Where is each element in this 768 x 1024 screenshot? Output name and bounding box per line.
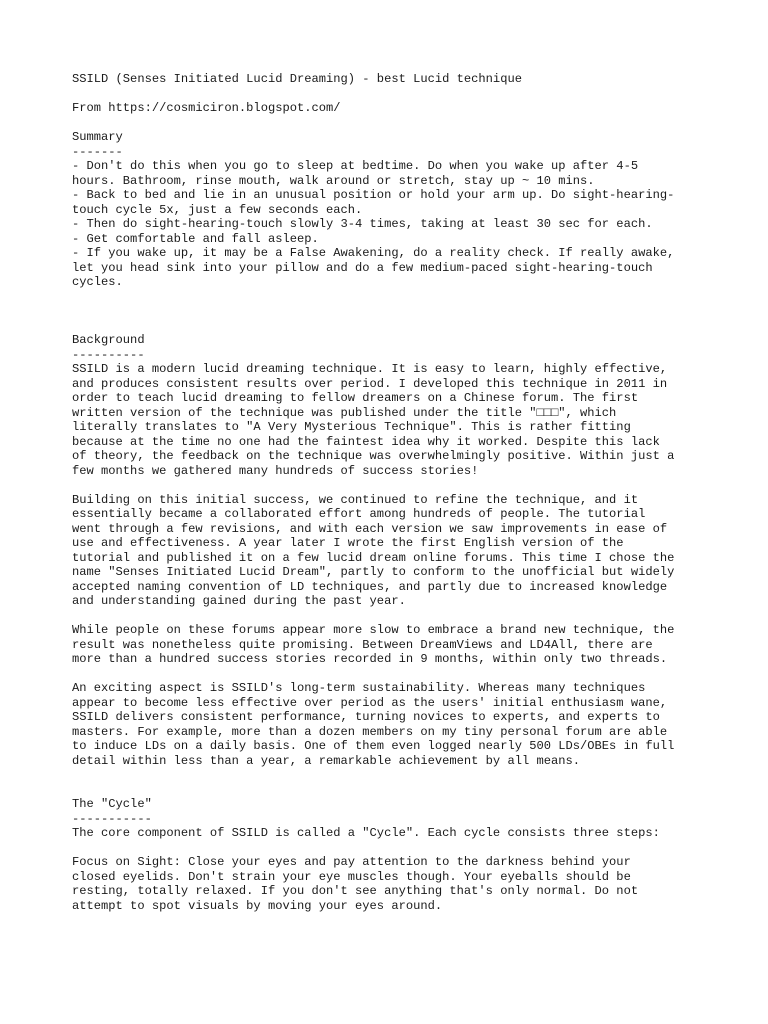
background-paragraph-4 bbox=[72, 681, 712, 768]
paragraph-line: resting, totally relaxed. If you don't see anything that's only normal. Do not bbox=[72, 884, 639, 898]
spacer bbox=[72, 478, 712, 493]
summary-line: - Don't do this when you go to sleep at bedtime. Do when you wake up after 4-5 bbox=[72, 159, 639, 173]
summary-body bbox=[72, 159, 712, 290]
document-title: SSILD (Senses Initiated Lucid Dreaming) - best Lucid technique bbox=[72, 72, 522, 86]
cycle-intro: The core component of SSILD is called a "Cycle". Each cycle consists three steps: bbox=[72, 826, 660, 840]
spacer bbox=[72, 87, 712, 102]
paragraph-line: few months we gathered many hundreds of success stories! bbox=[72, 463, 479, 478]
background-paragraph-3 bbox=[72, 623, 712, 667]
spacer bbox=[72, 609, 712, 624]
document-page bbox=[72, 72, 712, 913]
spacer bbox=[72, 841, 712, 856]
summary-line: - If you wake up, it may be a False Awakening, do a reality check. If really awake, bbox=[72, 246, 675, 260]
paragraph-line: closed eyelids. Don't strain your eye muscles though. Your eyeballs should be bbox=[72, 869, 631, 884]
paragraph-line: tutorial and published it on a few lucid dream online forums. This time I chose the bbox=[72, 550, 675, 565]
summary-line: - Then do sight-hearing-touch slowly 3-4 times, taking at least 30 sec for each. bbox=[72, 217, 653, 231]
background-paragraph-2 bbox=[72, 493, 712, 609]
paragraph-line: order to teach lucid dreaming to fellow dreamers on a Chinese forum. The first bbox=[72, 391, 639, 405]
spacer bbox=[72, 667, 712, 682]
paragraph-line: attempt to spot visuals by moving your eyes around. bbox=[72, 898, 443, 913]
spacer bbox=[72, 319, 712, 334]
paragraph-line: name "Senses Initiated Lucid Dream", partly to conform to the unofficial but widely bbox=[72, 565, 675, 579]
paragraph-line: of theory, the feedback on the technique was overwhelmingly positive. Within just a bbox=[72, 449, 675, 463]
paragraph-line: and understanding gained during the past year. bbox=[72, 594, 406, 608]
background-underline: ---------- bbox=[72, 347, 145, 362]
paragraph-line: essentially became a collaborated effort among hundreds of people. The tutorial bbox=[72, 507, 646, 521]
paragraph-line: use and effectiveness. A year later I wrote the first English version of the bbox=[72, 536, 624, 550]
cycle-paragraph-1 bbox=[72, 855, 712, 913]
paragraph-line: masters. For example, more than a dozen members on my tiny personal forum are able bbox=[72, 724, 668, 739]
background-paragraph-1 bbox=[72, 362, 712, 478]
cycle-underline: ----------- bbox=[72, 811, 152, 826]
spacer bbox=[72, 768, 712, 783]
spacer bbox=[72, 304, 712, 319]
paragraph-line: Building on this initial success, we continued to refine the technique, and it bbox=[72, 492, 639, 507]
paragraph-line: An exciting aspect is SSILD's long-term sustainability. Whereas many techniques bbox=[72, 681, 646, 695]
paragraph-line: Focus on Sight: Close your eyes and pay attention to the darkness behind your bbox=[72, 855, 631, 869]
paragraph-line: went through a few revisions, and with each version we saw improvements in ease of bbox=[72, 521, 668, 536]
summary-line: touch cycle 5x, just a few seconds each. bbox=[72, 202, 363, 217]
paragraph-line: and produces consistent results over period. I developed this technique in 2011 in bbox=[72, 376, 668, 391]
cycle-heading: The "Cycle" bbox=[72, 797, 152, 811]
spacer bbox=[72, 116, 712, 131]
summary-underline: ------- bbox=[72, 144, 123, 159]
spacer bbox=[72, 783, 712, 798]
spacer bbox=[72, 290, 712, 305]
paragraph-line: literally translates to "A Very Mysterious Technique". This is rather fitting bbox=[72, 420, 631, 434]
paragraph-line: detail within less than a year, a remarkable achievement by all means. bbox=[72, 753, 581, 768]
source-line: From https://cosmiciron.blogspot.com/ bbox=[72, 101, 341, 115]
paragraph-line: SSILD delivers consistent performance, turning novices to experts, and experts to bbox=[72, 710, 660, 724]
background-heading: Background bbox=[72, 333, 145, 347]
paragraph-line: written version of the technique was published under the title "□□□", which bbox=[72, 405, 617, 420]
paragraph-line: to induce LDs on a daily basis. One of them even logged nearly 500 LDs/OBEs in full bbox=[72, 739, 675, 753]
summary-line: cycles. bbox=[72, 275, 123, 289]
summary-heading: Summary bbox=[72, 130, 123, 144]
paragraph-line: appear to become less effective over period as the users' initial enthusiasm wane, bbox=[72, 695, 668, 710]
summary-line: let you head sink into your pillow and do a few medium-paced sight-hearing-touch bbox=[72, 260, 653, 275]
paragraph-line: more than a hundred success stories recorded in 9 months, within only two threads. bbox=[72, 652, 668, 666]
paragraph-line: While people on these forums appear more slow to embrace a brand new technique, the bbox=[72, 623, 675, 637]
summary-line: hours. Bathroom, rinse mouth, walk around or stretch, stay up ~ 10 mins. bbox=[72, 173, 595, 188]
paragraph-line: accepted naming convention of LD techniques, and partly due to increased knowledge bbox=[72, 579, 668, 594]
summary-line: - Back to bed and lie in an unusual position or hold your arm up. Do sight-hearing- bbox=[72, 188, 675, 202]
summary-line: - Get comfortable and fall asleep. bbox=[72, 231, 319, 246]
paragraph-line: result was nonetheless quite promising. Between DreamViews and LD4All, there are bbox=[72, 637, 653, 652]
paragraph-line: because at the time no one had the faintest idea why it worked. Despite this lack bbox=[72, 434, 660, 449]
paragraph-line: SSILD is a modern lucid dreaming technique. It is easy to learn, highly effective, bbox=[72, 362, 668, 376]
